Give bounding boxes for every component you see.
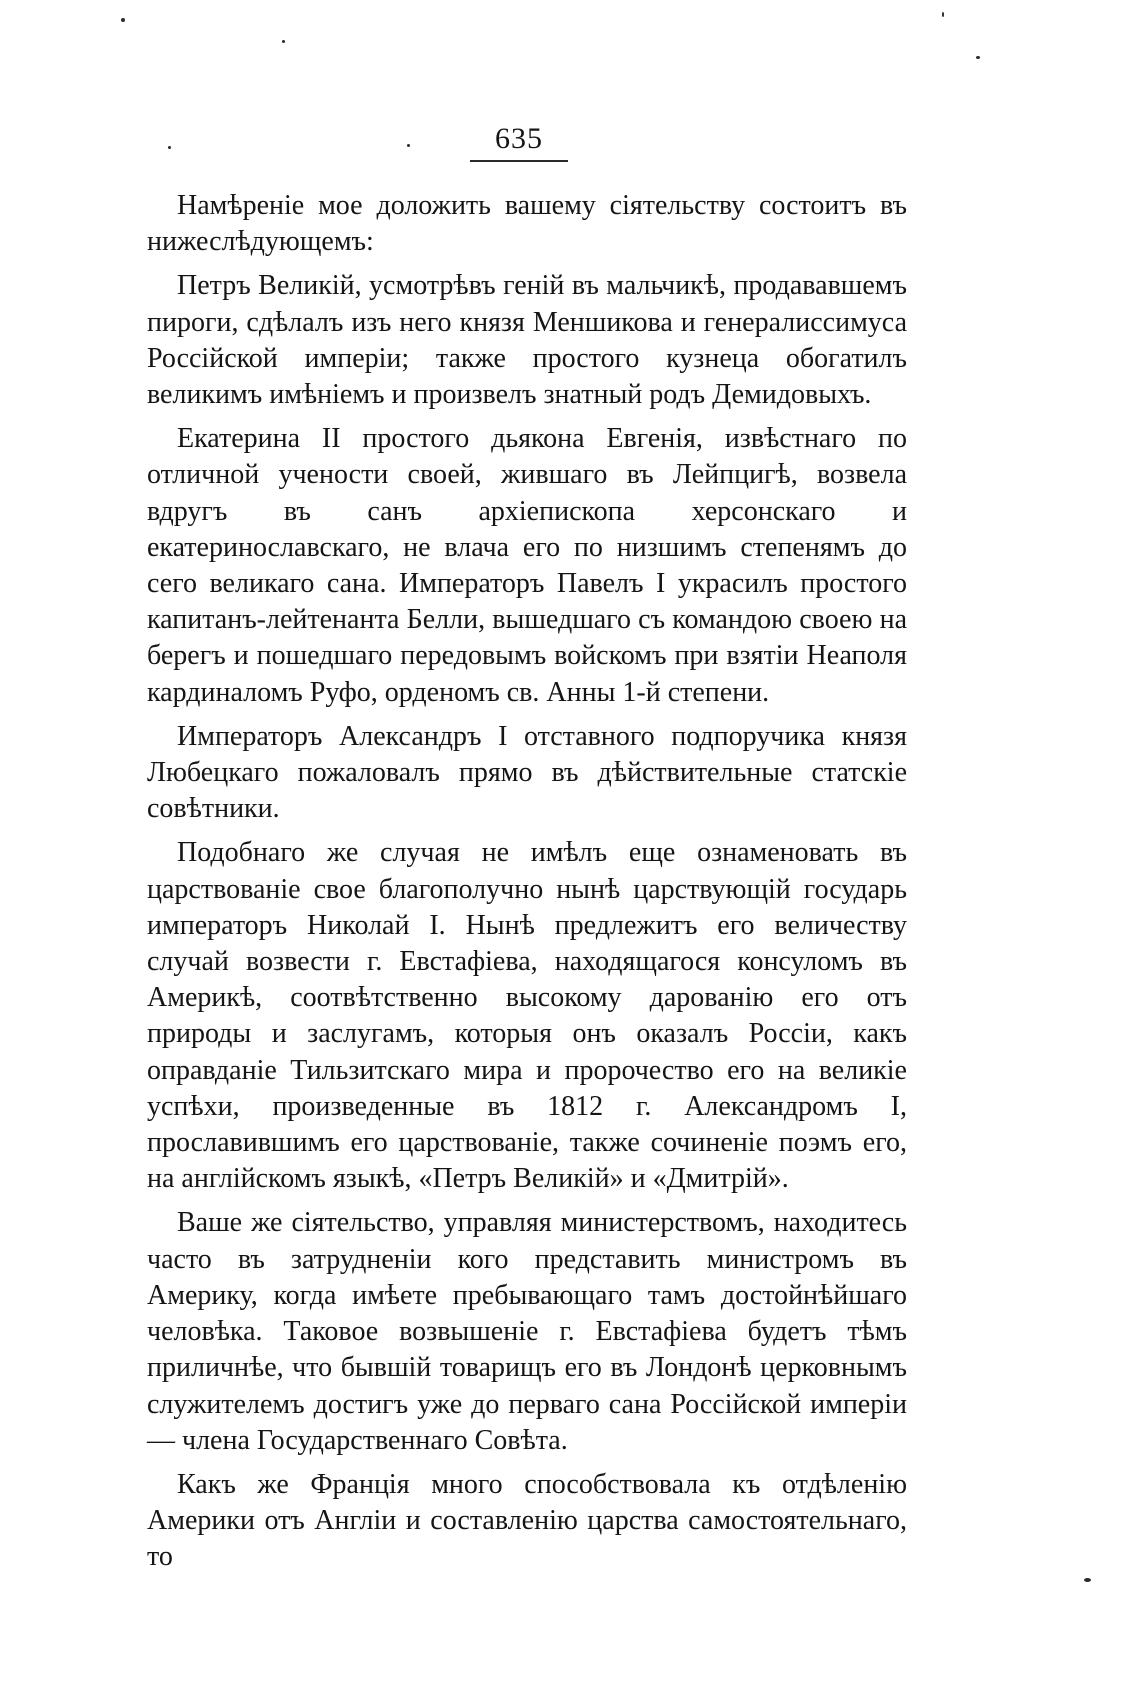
page-number: 635 [495, 122, 543, 155]
print-speck [407, 144, 410, 147]
print-speck [168, 146, 171, 149]
body-text [147, 188, 907, 1584]
page-number-rule [470, 160, 568, 162]
print-speck [121, 18, 125, 22]
print-speck [942, 12, 944, 17]
paragraph-6: Ваше же сіятельство, управляя министерствомъ, находитесь часто въ затрудненіи кого представить министромъ въ Америку, когда имѣете пребывающаго тамъ достойнѣйшаго человѣка. Таковое возвышеніе г. Евстафіева будетъ тѣмъ приличнѣе, что бывшій товарищъ его въ Лондонѣ церковнымъ служителемъ достигъ уже до перваго сана Россійской имперіи — члена Государственнаго Совѣта. [147, 1207, 907, 1456]
paragraph-5: Подобнаго же случая не имѣлъ еще ознаменовать въ царствованіе свое благополучно нынѣ царствующій государь императоръ Николай I. Нынѣ предлежитъ его величеству случай возвести г. Евстафіева, находящагося консуломъ въ Америкѣ, соотвѣтственно высокому дарованію его отъ природы и заслугамъ, которыя онъ оказалъ Россіи, какъ оправданіе Тильзитскаго мира и пророчество его на великіе успѣхи, произведенные въ 1812 г. Александромъ I, прославившимъ его царствованіе, также сочиненіе поэмъ его, на англійскомъ языкѣ, «Петръ Великій» и «Дмитрій». [147, 837, 907, 1195]
paragraph-4: Императоръ Александръ I отставного подпоручика князя Любецкаго пожаловалъ прямо въ дѣйствительные статскіе совѣтники. [147, 720, 907, 825]
print-speck [1084, 1578, 1091, 1582]
paragraph-2: Петръ Великій, усмотрѣвъ геній въ мальчикѣ, продававшемъ пироги, сдѣлалъ изъ него князя Меншикова и генералиссимуса Россійской имперіи; также простого кузнеца обогатилъ великимъ имѣніемъ и произвелъ знатный родъ Демидовыхъ. [147, 270, 907, 411]
paragraph-1: Намѣреніе мое доложить вашему сіятельству состоитъ въ нижеслѣдующемъ: [147, 190, 907, 258]
paragraph-7: Какъ же Франція много способствовала къ отдѣленію Америки отъ Англіи и составленію царства самостоятельнаго, то [147, 1468, 907, 1573]
print-speck [976, 56, 980, 59]
paragraph-3: Екатерина II простого дьякона Евгенія, извѣстнаго по отличной учености своей, жившаго въ Лейпцигѣ, возвела вдругъ въ санъ архіепископа херсонскаго и екатеринославскаго, не влача его по низшимъ степенямъ до сего великаго сана. Императоръ Павелъ I украсилъ простого капитанъ-лейтенанта Белли, вышедшаго съ командою своею на берегъ и пошедшаго передовымъ войскомъ при взятіи Неаполя кардиналомъ Руфо, орденомъ св. Анны 1-й степени. [147, 423, 907, 708]
print-speck [282, 40, 285, 43]
